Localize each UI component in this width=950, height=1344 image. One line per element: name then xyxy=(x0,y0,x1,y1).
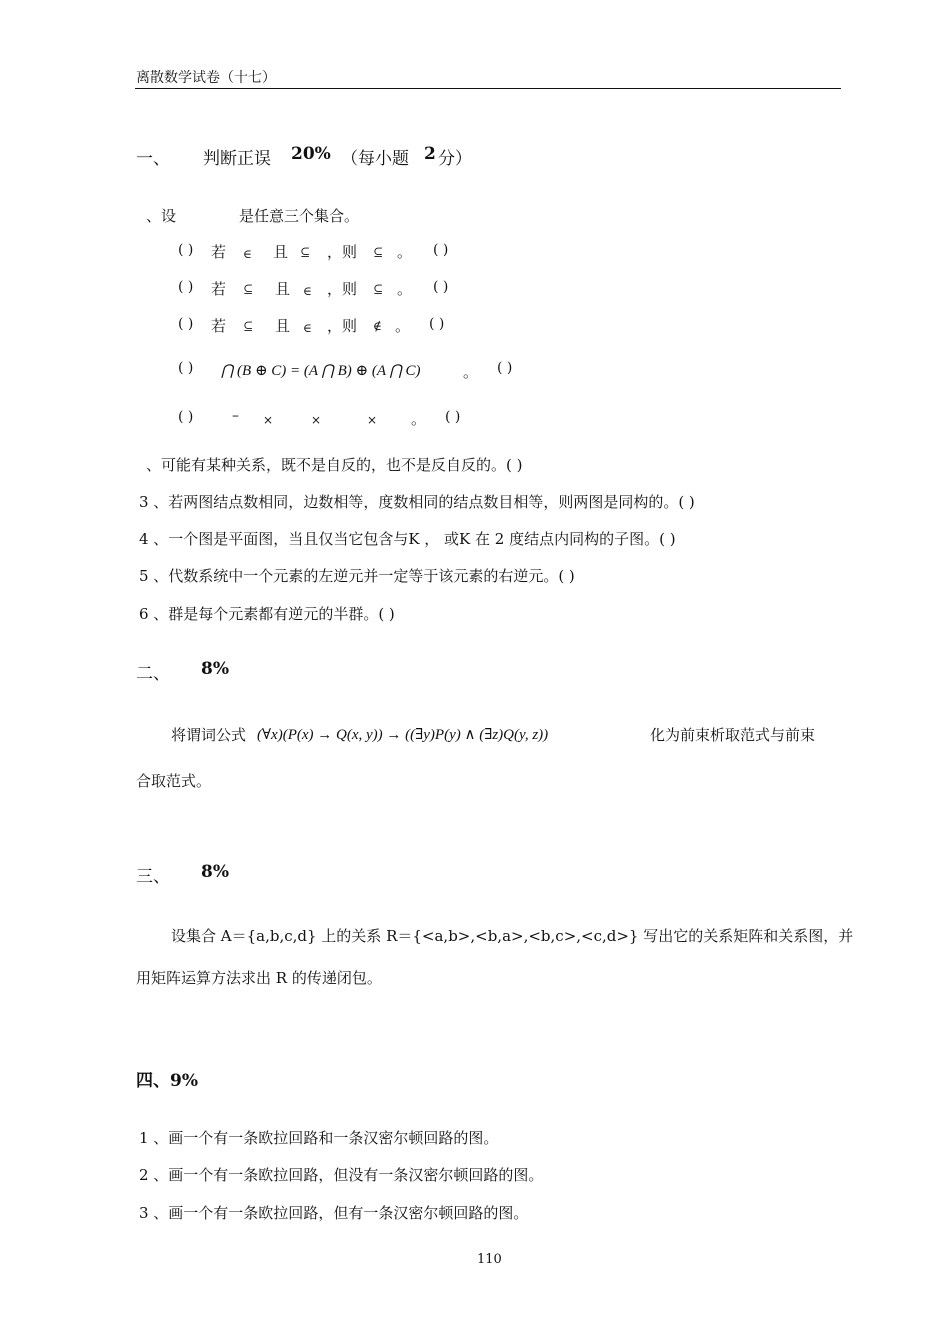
section1-note-score: 2 xyxy=(424,144,436,164)
symbol-subseteq: ⊆ xyxy=(373,282,384,296)
symbol-not-element-of: ∉ xyxy=(373,319,382,333)
item-qie: 且 xyxy=(275,317,291,335)
section3-number: 三、 xyxy=(136,867,170,887)
question-2: 、可能有某种关系，既不是自反的，也不是反自反的。( ) xyxy=(146,456,523,474)
answer-blank: ( ) xyxy=(433,242,449,258)
item-ze: ，则 xyxy=(327,280,358,298)
item-label: ( ) xyxy=(178,242,194,258)
section1-note-tail: 分） xyxy=(438,149,472,169)
symbol-times: × xyxy=(367,413,378,427)
symbol-element-of: ∈ xyxy=(303,284,312,298)
item-end: 。 xyxy=(395,317,411,335)
section1-number: 一、 xyxy=(136,149,170,169)
answer-blank: ( ) xyxy=(433,279,449,295)
item-label: ( ) xyxy=(178,279,194,295)
section2-text-post: 化为前束析取范式与前束 xyxy=(650,726,816,744)
section3-score: 8% xyxy=(201,862,229,882)
symbol-minus: – xyxy=(232,408,239,424)
section1-score: 20% xyxy=(291,144,331,164)
question-5: 5 、代数系统中一个元素的左逆元并一定等于该元素的右逆元。( ) xyxy=(139,567,575,585)
item-end: 。 xyxy=(397,280,413,298)
symbol-times: × xyxy=(263,413,274,427)
page-header-title: 离散数学试卷（十七） xyxy=(136,70,276,86)
predicate-formula: (∀x)(P(x) → Q(x, y)) → ((∃y)P(y) ∧ (∃z)Q(y, z)) xyxy=(257,727,549,743)
item-ze: ，则 xyxy=(327,243,358,261)
symbol-times: × xyxy=(311,413,322,427)
question-3: 3 、若两图结点数相同，边数相等，度数相同的结点数目相等，则两图是同构的。( ) xyxy=(139,493,695,511)
set-formula: ⋂ (B ⊕ C) = (A ⋂ B) ⊕ (A ⋂ C) xyxy=(221,363,421,379)
item-end: 。 xyxy=(411,410,427,428)
question-4: 4 、一个图是平面图，当且仅当它包含与K ， 或K 在 2 度结点内同构的子图。( ) xyxy=(139,530,676,548)
section2-number: 二、 xyxy=(136,664,170,684)
header-rule xyxy=(135,88,841,89)
item-ruo: 若 xyxy=(211,243,227,261)
answer-blank: ( ) xyxy=(429,316,445,332)
symbol-element-of: ∈ xyxy=(303,321,312,335)
item-label: ( ) xyxy=(178,409,194,425)
item-ruo: 若 xyxy=(211,280,227,298)
section3-line1: 设集合 A＝{a,b,c,d} 上的关系 R＝{<a,b>,<b,a>,<b,c>,<c,d>} 写出它的关系矩阵和关系图，并 xyxy=(171,927,854,945)
section1-title: 判断正误 xyxy=(203,149,271,169)
section4-heading: 四、9% xyxy=(136,1071,198,1091)
symbol-subseteq: ⊆ xyxy=(373,245,384,259)
section2-text-line2: 合取范式。 xyxy=(136,772,212,790)
symbol-subseteq: ⊆ xyxy=(243,282,254,296)
section4-question-3: 3 、画一个有一条欧拉回路，但有一条汉密尔顿回路的图。 xyxy=(139,1204,529,1222)
answer-blank: ( ) xyxy=(445,409,461,425)
section1-note: （每小题 xyxy=(341,149,409,169)
item-label: ( ) xyxy=(178,360,194,376)
item-ze: ，则 xyxy=(327,317,358,335)
item-qie: 且 xyxy=(273,243,289,261)
section2-text-pre: 将谓词公式 xyxy=(171,726,247,744)
section2-score: 8% xyxy=(201,659,229,679)
q1-stem: 是任意三个集合。 xyxy=(239,207,360,225)
symbol-subseteq: ⊆ xyxy=(300,245,311,259)
answer-blank: ( ) xyxy=(497,360,513,376)
item-end: 。 xyxy=(463,363,479,381)
section4-question-2: 2 、画一个有一条欧拉回路，但没有一条汉密尔顿回路的图。 xyxy=(139,1166,544,1184)
symbol-element-of: ∈ xyxy=(243,247,252,261)
item-label: ( ) xyxy=(178,316,194,332)
section4-question-1: 1 、画一个有一条欧拉回路和一条汉密尔顿回路的图。 xyxy=(139,1129,499,1147)
q1-prefix: 、设 xyxy=(146,207,177,225)
item-qie: 且 xyxy=(275,280,291,298)
section3-line2: 用矩阵运算方法求出 R 的传递闭包。 xyxy=(136,969,382,987)
page-number: 110 xyxy=(477,1252,502,1267)
item-ruo: 若 xyxy=(211,317,227,335)
symbol-subseteq: ⊆ xyxy=(243,319,254,333)
question-6: 6 、群是每个元素都有逆元的半群。( ) xyxy=(139,605,395,623)
item-end: 。 xyxy=(397,243,413,261)
